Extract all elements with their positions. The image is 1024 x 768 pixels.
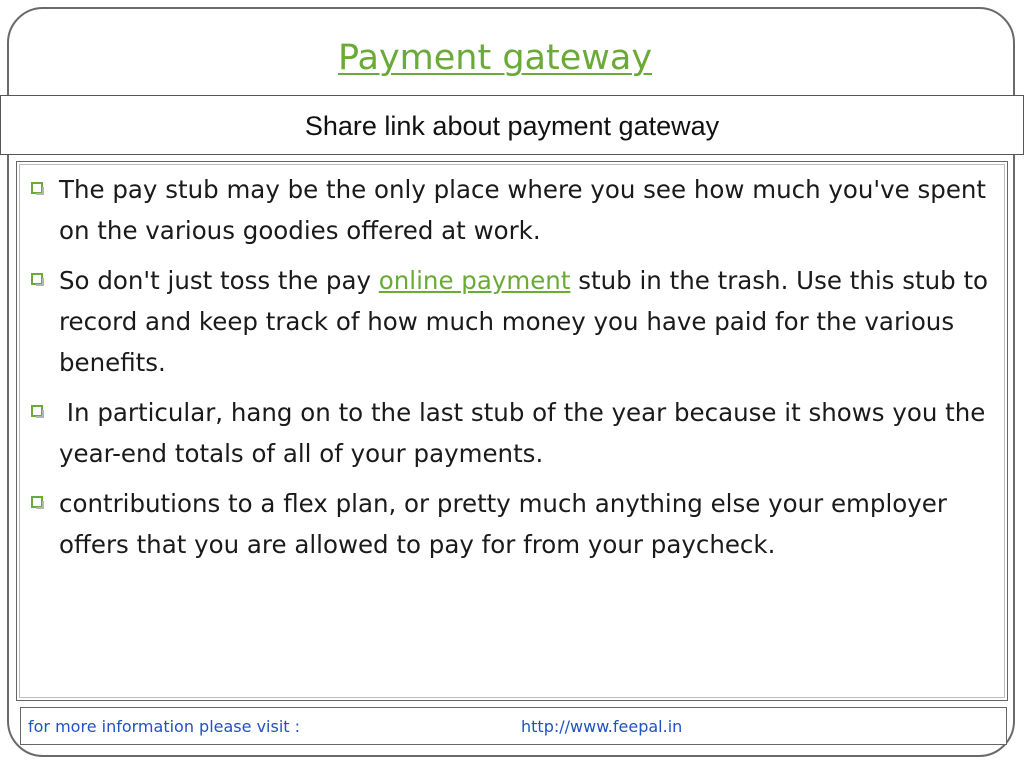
- footer-box: [20, 707, 1007, 745]
- online-payment-link[interactable]: online payment: [378, 266, 571, 295]
- bullet-text: The pay stub may be the only place where you see how much you've spent on the various goodies offered at work.: [59, 175, 987, 245]
- subtitle-box: [0, 95, 1024, 155]
- footer-label: for more information please visit :: [28, 717, 301, 736]
- bullet-item: [27, 392, 1002, 474]
- footer-url-link[interactable]: http://www.feepal.in: [521, 717, 683, 736]
- bullet-list: [27, 169, 1002, 574]
- checkbox-square-bullet-icon: [31, 273, 43, 285]
- bullet-item: [27, 169, 1002, 251]
- slide-title-text: Payment gateway: [337, 38, 653, 78]
- bullet-item: [27, 260, 1002, 383]
- bullet-text-after: stub in the trash. Use this stub to record and keep track of how much money you have paid for the various benefits.: [59, 266, 989, 377]
- checkbox-square-bullet-icon: [31, 405, 43, 417]
- bullet-text-before: So don't just toss the pay: [59, 266, 379, 295]
- bullet-item: [27, 483, 1002, 565]
- content-box: [16, 161, 1008, 701]
- checkbox-square-bullet-icon: [31, 496, 43, 508]
- checkbox-square-bullet-icon: [31, 182, 43, 194]
- slide-title: [0, 34, 990, 82]
- subtitle-text: Share link about payment gateway: [304, 111, 720, 141]
- bullet-text: contributions to a flex plan, or pretty much anything else your employer offers that you are allowed to pay for from your paycheck.: [59, 489, 947, 559]
- bullet-text: In particular, hang on to the last stub of the year because it shows you the year-end totals of all of your payments.: [59, 398, 994, 468]
